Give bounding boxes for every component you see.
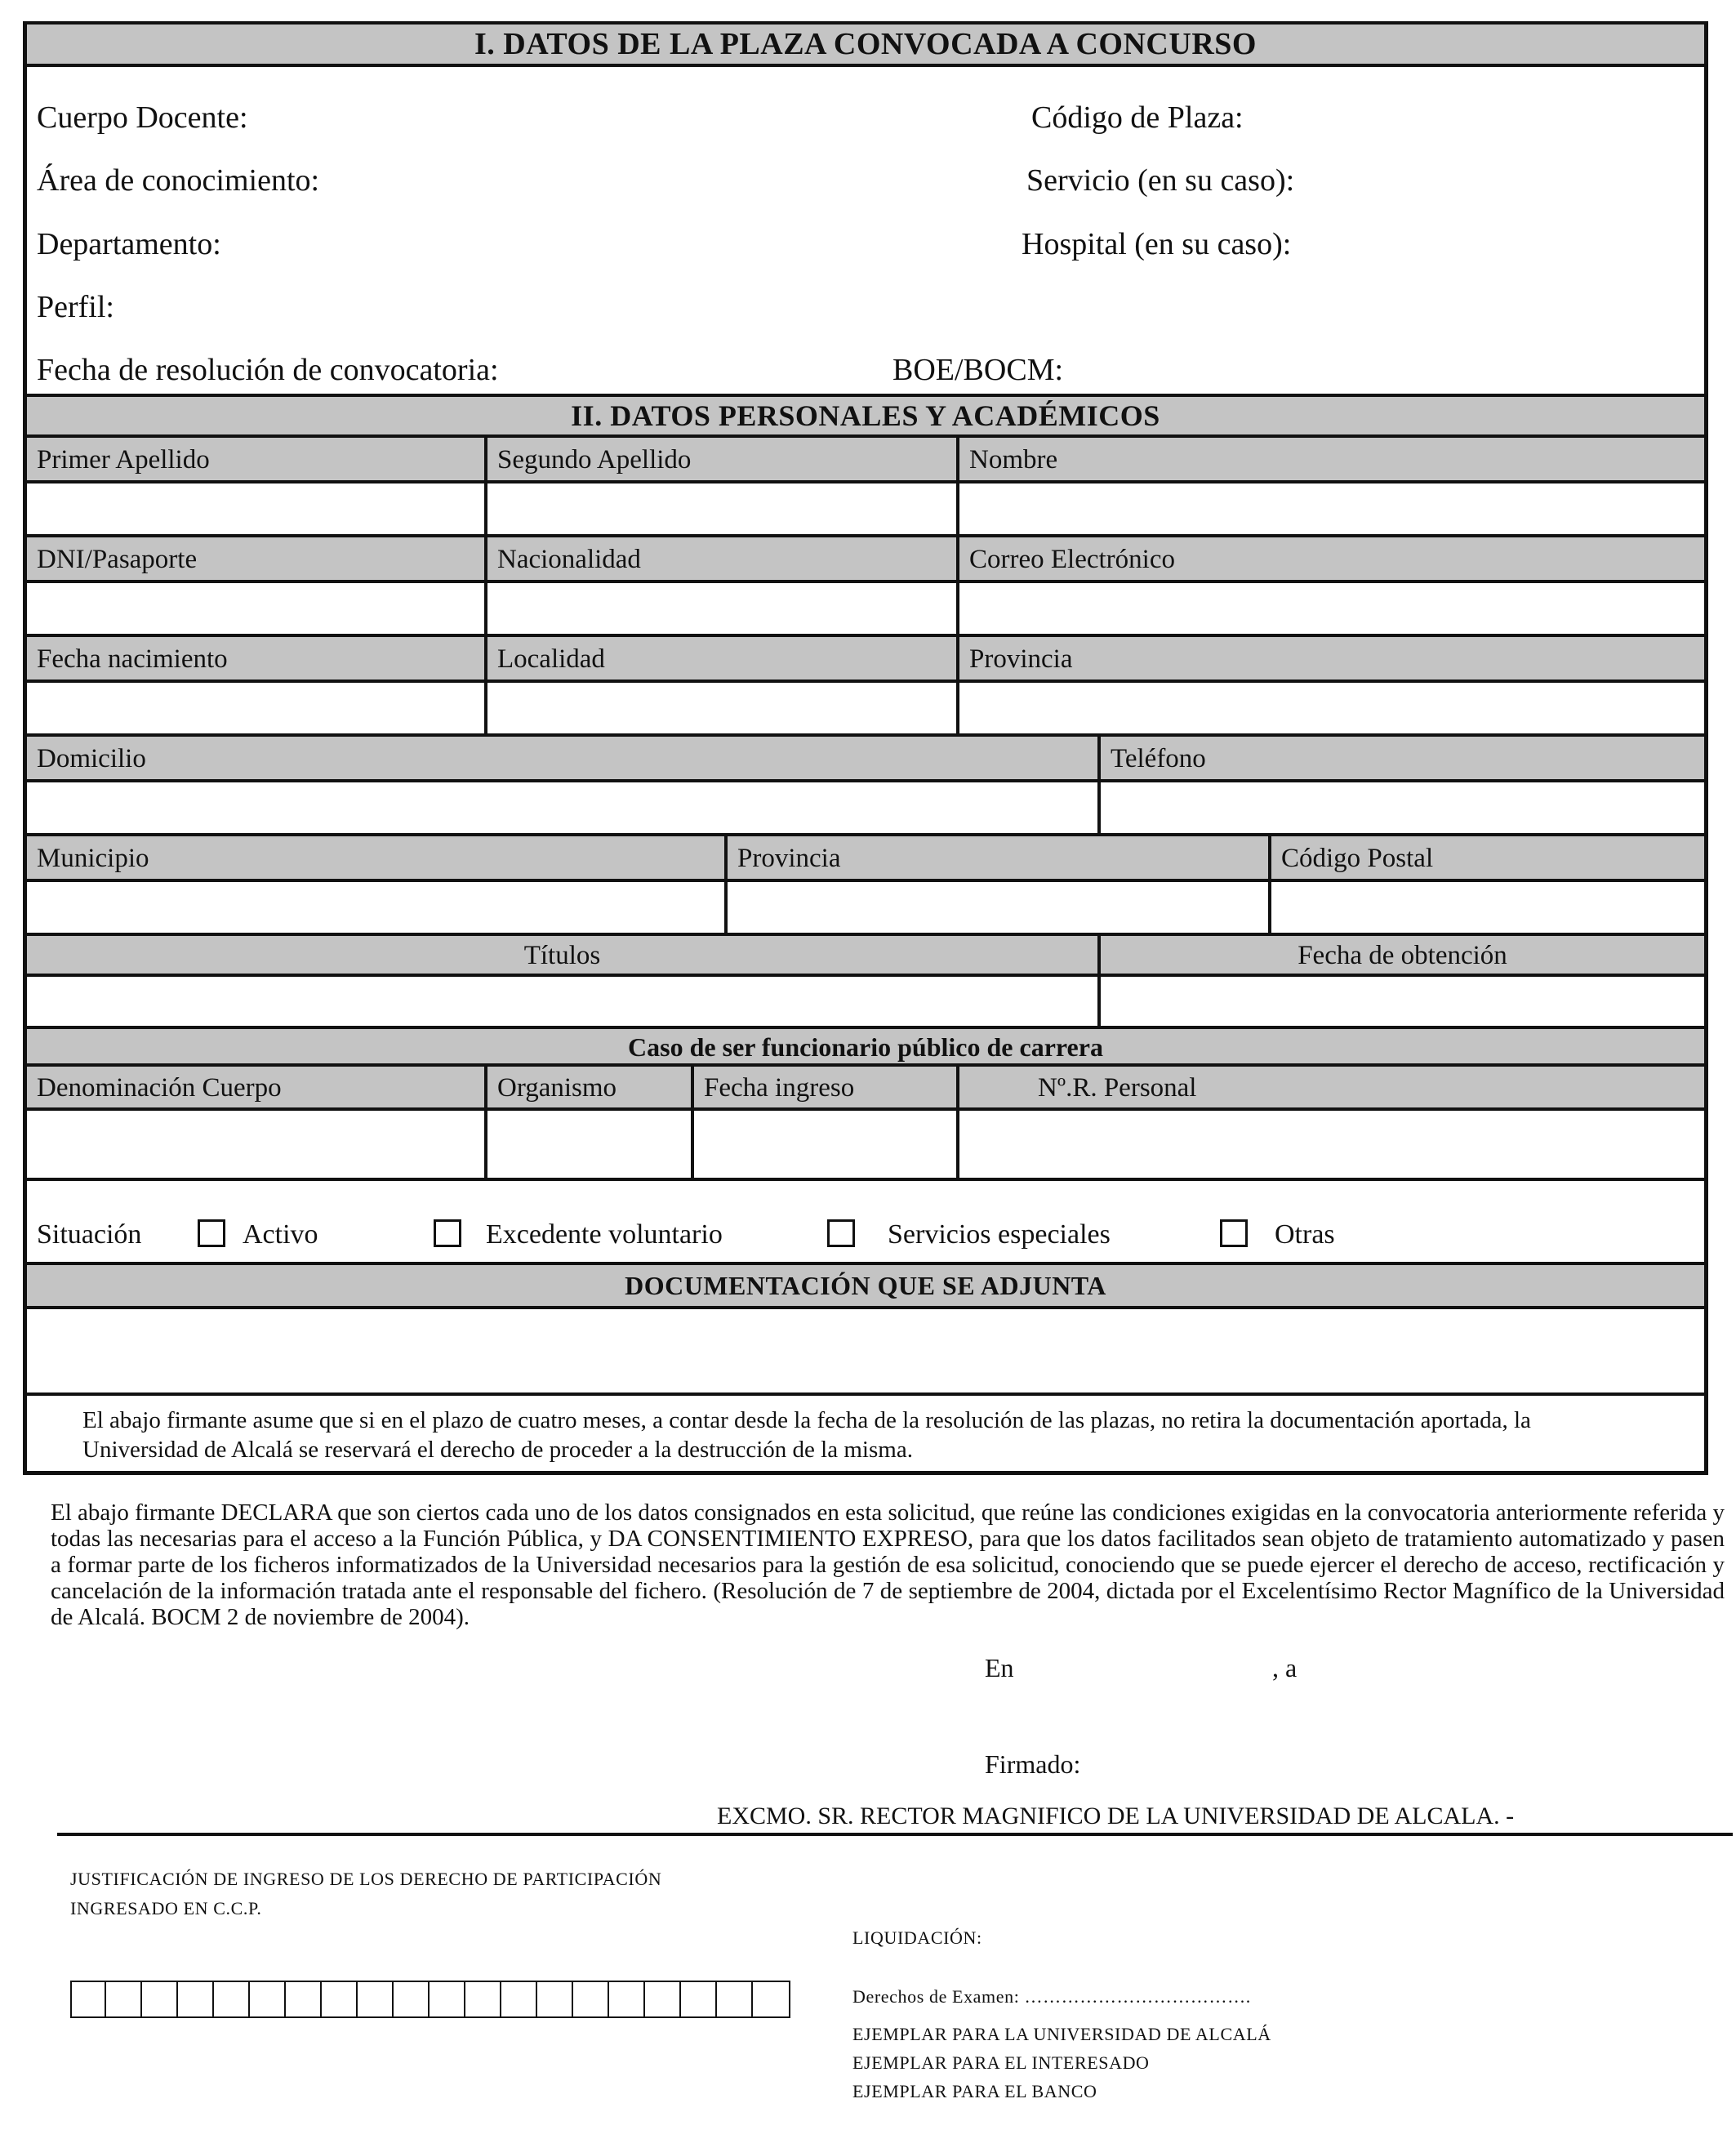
nombre-field[interactable] [959, 483, 1704, 537]
divider [1268, 836, 1271, 936]
ccp-box-divider [356, 1982, 358, 2016]
primer-apellido-label: Primer Apellido [37, 445, 210, 475]
excedente-checkbox[interactable] [434, 1219, 461, 1247]
nrp-header [959, 1067, 1704, 1111]
localidad-header [487, 637, 956, 683]
documentacion-note: El abajo firmante asume que si en el plazo de cuatro meses, a contar desde la fecha de la resolución de las plazas, no retira la documentación aportada, la Universidad de Alcalá se reservará el derecho de proceder a la destrucción de la misma. [82, 1407, 1531, 1463]
divider [956, 438, 959, 737]
denominacion-header [27, 1067, 484, 1111]
telefono-header [1101, 737, 1704, 782]
ccp-box-divider [536, 1982, 537, 2016]
ejemplar-universidad: EJEMPLAR PARA LA UNIVERSIDAD DE ALCALÁ [852, 2024, 1271, 2044]
provincia2-field[interactable] [728, 882, 1268, 936]
domicilio-field[interactable] [27, 782, 1097, 836]
divider [484, 1067, 487, 1181]
ccp-box-divider [320, 1982, 322, 2016]
fecha-nacimiento-field[interactable] [27, 683, 484, 737]
correo-label: Correo Electrónico [969, 545, 1175, 574]
denominacion-label: Denominación Cuerpo [37, 1073, 282, 1103]
justificacion-line1: JUSTIFICACIÓN DE INGRESO DE LOS DERECHO DE PARTICIPACIÓN [70, 1869, 662, 1889]
fecha-ingreso-header [694, 1067, 956, 1111]
documentacion-header [27, 1262, 1704, 1309]
dni-header [27, 537, 484, 583]
area-conocimiento-label: Área de conocimiento: [37, 163, 320, 198]
ejemplar-banco: EJEMPLAR PARA EL BANCO [852, 2081, 1097, 2101]
organismo-header [487, 1067, 691, 1111]
derechos-examen-label: Derechos de Examen: ………………………………. [852, 1986, 1251, 2007]
firmado-label: Firmado: [985, 1749, 1081, 1779]
telefono-label: Teléfono [1111, 744, 1206, 773]
divider [956, 1067, 959, 1181]
denominacion-field[interactable] [27, 1111, 484, 1181]
fecha-resolucion-label: Fecha de resolución de convocatoria: [37, 353, 499, 387]
ccp-box-divider [500, 1982, 501, 2016]
fecha-nacimiento-header [27, 637, 484, 683]
nacionalidad-field[interactable] [487, 583, 956, 637]
excedente-label: Excedente voluntario [486, 1219, 723, 1250]
rector-label: EXCMO. SR. RECTOR MAGNIFICO DE LA UNIVERSIDAD DE ALCALA. - [717, 1802, 1515, 1829]
titulos-field[interactable] [27, 977, 1097, 1029]
nrp-field[interactable] [959, 1111, 1704, 1181]
justificacion-line2: INGRESADO EN C.C.P. [70, 1898, 262, 1918]
liquidacion-label: LIQUIDACIÓN: [852, 1927, 982, 1948]
segundo-apellido-label: Segundo Apellido [497, 445, 692, 475]
provincia-field[interactable] [959, 683, 1704, 737]
departamento-label: Departamento: [37, 227, 221, 261]
cuerpo-docente-label: Cuerpo Docente: [37, 100, 248, 135]
fecha-label: , a [1272, 1653, 1298, 1682]
domicilio-label: Domicilio [37, 744, 146, 773]
ccp-box-divider [176, 1982, 178, 2016]
divider [724, 836, 728, 936]
separator-line [57, 1833, 1733, 1836]
provincia2-label: Provincia [737, 844, 841, 873]
primer-apellido-field[interactable] [27, 483, 484, 537]
ccp-box-divider [643, 1982, 645, 2016]
titulos-label: Títulos [523, 941, 601, 970]
application-form [23, 21, 1708, 1475]
fecha-ingreso-label: Fecha ingreso [704, 1073, 855, 1103]
organismo-field[interactable] [487, 1111, 691, 1181]
activo-label: Activo [243, 1219, 318, 1250]
ccp-boxes[interactable] [70, 1981, 790, 2018]
boe-bocm-label: BOE/BOCM: [892, 353, 1064, 387]
ccp-box-divider [428, 1982, 430, 2016]
ccp-box-divider [715, 1982, 717, 2016]
ccp-box-divider [105, 1982, 106, 2016]
segundo-apellido-header [487, 438, 956, 483]
codigo-postal-field[interactable] [1271, 882, 1704, 936]
ccp-box-divider [679, 1982, 681, 2016]
ccp-box-divider [464, 1982, 465, 2016]
codigo-postal-header [1271, 836, 1704, 882]
lugar-label: En [985, 1653, 1014, 1682]
municipio-field[interactable] [27, 882, 724, 936]
otras-checkbox[interactable] [1220, 1219, 1248, 1247]
fecha-ingreso-field[interactable] [694, 1111, 956, 1181]
primer-apellido-header [27, 438, 484, 483]
nombre-header [959, 438, 1704, 483]
municipio-header [27, 836, 724, 882]
codigo-postal-label: Código Postal [1281, 844, 1434, 873]
ejemplar-interesado: EJEMPLAR PARA EL INTERESADO [852, 2052, 1150, 2073]
nrp-label: Nº.R. Personal [1038, 1073, 1197, 1103]
segundo-apellido-field[interactable] [487, 483, 956, 537]
provincia-header [959, 637, 1704, 683]
codigo-plaza-label: Código de Plaza: [1031, 100, 1244, 135]
funcionario-title: Caso de ser funcionario público de carrera [628, 1032, 1103, 1062]
telefono-field[interactable] [1101, 782, 1704, 836]
nombre-label: Nombre [969, 445, 1058, 475]
declaracion-text: El abajo firmante DECLARA que son ciertos cada uno de los datos consignados en esta solicitud, que reúne las condiciones exigidas en la convocatoria anteriormente referida y todas las necesarias para el acceso a la Función Pública, y DA CONSENTIMIENTO EXPRESO, para que los datos facilitados sean objeto de tratamiento automatizado y pasen a formar parte de los ficheros informatizados de la Universidad necesarios para la gestión de esa solicitud, conociendo que se puede ejercer el derecho de acceso, rectificación y cancelación de la información tratada ante el responsable del fichero. (Resolución de 7 de septiembre de 2004, dictada por el Excelentísimo Rector Magnífico de la Universidad de Alcalá. BOCM 2 de noviembre de 2004). [51, 1499, 1725, 1630]
fecha-obtencion-field[interactable] [1101, 977, 1704, 1029]
ccp-box-divider [751, 1982, 753, 2016]
ccp-box-divider [608, 1982, 609, 2016]
documentacion-field[interactable] [27, 1309, 1704, 1396]
dni-field[interactable] [27, 583, 484, 637]
otras-label: Otras [1275, 1219, 1335, 1250]
divider [1097, 936, 1101, 1029]
funcionario-header [27, 1029, 1704, 1067]
organismo-label: Organismo [497, 1073, 617, 1103]
ccp-box-divider [140, 1982, 142, 2016]
localidad-field[interactable] [487, 683, 956, 737]
section1-header [27, 21, 1704, 67]
section1-title: I. DATOS DE LA PLAZA CONVOCADA A CONCURSO [474, 27, 1257, 61]
divider [691, 1067, 694, 1181]
ccp-box-divider [248, 1982, 250, 2016]
domicilio-header [27, 737, 1097, 782]
correo-field[interactable] [959, 583, 1704, 637]
dni-label: DNI/Pasaporte [37, 545, 198, 574]
titulos-header [27, 936, 1097, 977]
localidad-label: Localidad [497, 644, 605, 674]
nacionalidad-label: Nacionalidad [497, 545, 641, 574]
nacionalidad-header [487, 537, 956, 583]
section2-title: II. DATOS PERSONALES Y ACADÉMICOS [571, 399, 1160, 432]
fecha-nacimiento-label: Fecha nacimiento [37, 644, 228, 674]
perfil-label: Perfil: [37, 290, 114, 324]
divider [484, 438, 487, 737]
divider [1097, 737, 1101, 836]
documentacion-title: DOCUMENTACIÓN QUE SE ADJUNTA [625, 1271, 1106, 1300]
ccp-box-divider [572, 1982, 573, 2016]
provincia2-header [728, 836, 1268, 882]
section2-header [27, 394, 1704, 438]
hospital-label: Hospital (en su caso): [1022, 227, 1292, 261]
servicios-especiales-label: Servicios especiales [888, 1219, 1111, 1250]
ccp-box-divider [212, 1982, 214, 2016]
situacion-label: Situación [37, 1219, 142, 1250]
fecha-obtencion-header [1101, 936, 1704, 977]
ccp-box-divider [392, 1982, 394, 2016]
municipio-label: Municipio [37, 844, 149, 873]
servicios-especiales-checkbox[interactable] [827, 1219, 855, 1247]
correo-header [959, 537, 1704, 583]
activo-checkbox[interactable] [198, 1219, 225, 1247]
servicio-label: Servicio (en su caso): [1026, 163, 1295, 198]
ccp-box-divider [284, 1982, 286, 2016]
provincia-label: Provincia [969, 644, 1073, 674]
fecha-obtencion-label: Fecha de obtención [1298, 941, 1507, 970]
